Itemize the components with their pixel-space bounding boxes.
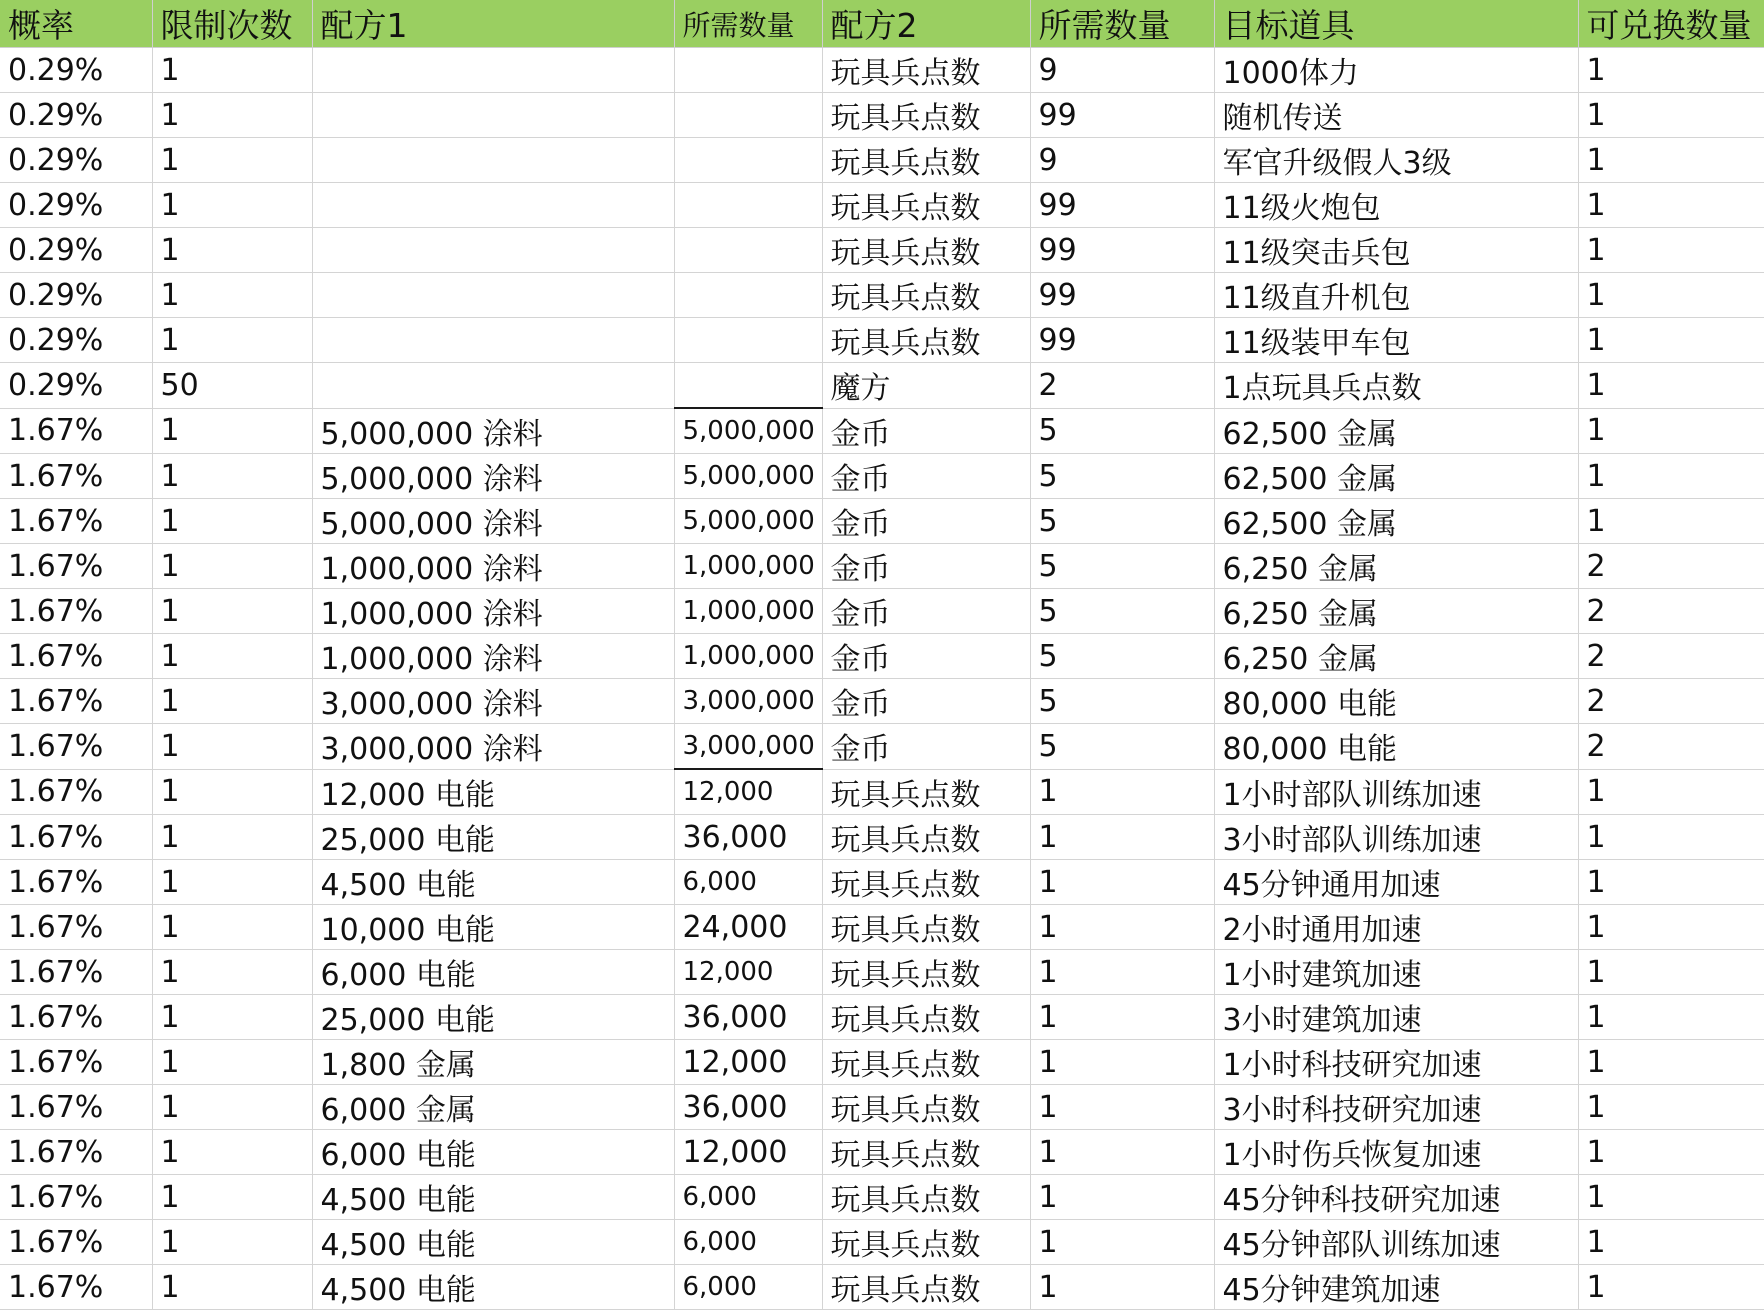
cell-target-item[interactable]: 1小时伤兵恢复加速 <box>1214 1130 1578 1175</box>
header-probability[interactable]: 概率 <box>0 0 152 48</box>
header-row <box>0 0 1764 48</box>
cell-limit-count[interactable]: 1 <box>152 48 312 93</box>
cell-recipe-1[interactable] <box>312 138 674 183</box>
cell-target-item[interactable]: 62,500 金属 <box>1214 408 1578 454</box>
cell-recipe-2[interactable]: 玩具兵点数 <box>822 228 1030 273</box>
cell-target-item[interactable]: 1小时部队训练加速 <box>1214 769 1578 815</box>
cell-recipe-2[interactable]: 金币 <box>822 408 1030 454</box>
cell-recipe-1[interactable]: 25,000 电能 <box>312 995 674 1040</box>
cell-recipe-1[interactable]: 4,500 电能 <box>312 1265 674 1310</box>
cell-exchange-qty[interactable]: 1 <box>1578 769 1764 815</box>
table-row <box>0 1085 1764 1130</box>
cell-required-qty-2[interactable]: 1 <box>1030 1265 1214 1310</box>
cell-target-item[interactable]: 11级火炮包 <box>1214 183 1578 228</box>
cell-required-qty-2[interactable]: 5 <box>1030 544 1214 589</box>
cell-limit-count[interactable]: 1 <box>152 724 312 770</box>
cell-exchange-qty[interactable]: 1 <box>1578 905 1764 950</box>
cell-limit-count[interactable]: 1 <box>152 1220 312 1265</box>
cell-required-qty-2[interactable]: 5 <box>1030 724 1214 770</box>
table-row <box>0 228 1764 273</box>
cell-exchange-qty[interactable]: 1 <box>1578 408 1764 454</box>
cell-recipe-1[interactable] <box>312 363 674 409</box>
cell-exchange-qty[interactable]: 1 <box>1578 995 1764 1040</box>
header-limit-count[interactable]: 限制次数 <box>152 0 312 48</box>
cell-exchange-qty[interactable]: 1 <box>1578 273 1764 318</box>
table-row <box>0 815 1764 860</box>
cell-recipe-1[interactable]: 3,000,000 涂料 <box>312 724 674 770</box>
cell-required-qty-1[interactable]: 12,000 <box>674 769 822 815</box>
cell-exchange-qty[interactable]: 1 <box>1578 1265 1764 1310</box>
cell-required-qty-2[interactable]: 99 <box>1030 93 1214 138</box>
cell-required-qty-2[interactable]: 5 <box>1030 454 1214 499</box>
cell-recipe-2[interactable]: 玩具兵点数 <box>822 995 1030 1040</box>
cell-probability[interactable]: 0.29% <box>0 228 152 273</box>
cell-required-qty-1[interactable] <box>674 138 822 183</box>
cell-recipe-2[interactable]: 玩具兵点数 <box>822 1220 1030 1265</box>
cell-exchange-qty[interactable]: 1 <box>1578 183 1764 228</box>
cell-recipe-1[interactable]: 4,500 电能 <box>312 1175 674 1220</box>
cell-probability[interactable]: 0.29% <box>0 273 152 318</box>
cell-recipe-1[interactable] <box>312 318 674 363</box>
cell-exchange-qty[interactable]: 2 <box>1578 544 1764 589</box>
cell-target-item[interactable]: 军官升级假人3级 <box>1214 138 1578 183</box>
cell-target-item[interactable]: 1点玩具兵点数 <box>1214 363 1578 409</box>
cell-recipe-1[interactable]: 4,500 电能 <box>312 860 674 905</box>
cell-recipe-2[interactable]: 玩具兵点数 <box>822 183 1030 228</box>
cell-required-qty-1[interactable] <box>674 318 822 363</box>
cell-required-qty-2[interactable]: 5 <box>1030 408 1214 454</box>
table-row <box>0 860 1764 905</box>
cell-recipe-1[interactable]: 25,000 电能 <box>312 815 674 860</box>
cell-exchange-qty[interactable]: 1 <box>1578 860 1764 905</box>
cell-required-qty-2[interactable]: 2 <box>1030 363 1214 409</box>
header-required-qty-2[interactable]: 所需数量 <box>1030 0 1214 48</box>
cell-exchange-qty[interactable]: 1 <box>1578 1040 1764 1085</box>
cell-limit-count[interactable]: 1 <box>152 408 312 454</box>
cell-required-qty-1[interactable]: 6,000 <box>674 1175 822 1220</box>
header-recipe-2[interactable]: 配方2 <box>822 0 1030 48</box>
cell-recipe-2[interactable]: 玩具兵点数 <box>822 1040 1030 1085</box>
cell-target-item[interactable]: 80,000 电能 <box>1214 679 1578 724</box>
cell-probability[interactable]: 1.67% <box>0 454 152 499</box>
cell-required-qty-2[interactable]: 99 <box>1030 183 1214 228</box>
cell-limit-count[interactable]: 1 <box>152 1085 312 1130</box>
header-target-item[interactable]: 目标道具 <box>1214 0 1578 48</box>
cell-required-qty-1[interactable] <box>674 363 822 409</box>
cell-required-qty-1[interactable]: 6,000 <box>674 1265 822 1310</box>
header-required-qty-1[interactable]: 所需数量 <box>674 0 822 48</box>
cell-recipe-2[interactable]: 玩具兵点数 <box>822 273 1030 318</box>
cell-required-qty-2[interactable]: 99 <box>1030 228 1214 273</box>
cell-target-item[interactable]: 3小时科技研究加速 <box>1214 1085 1578 1130</box>
cell-required-qty-2[interactable]: 1 <box>1030 995 1214 1040</box>
cell-recipe-1[interactable]: 6,000 金属 <box>312 1085 674 1130</box>
cell-exchange-qty[interactable]: 1 <box>1578 1175 1764 1220</box>
cell-recipe-2[interactable]: 玩具兵点数 <box>822 950 1030 995</box>
cell-recipe-1[interactable]: 10,000 电能 <box>312 905 674 950</box>
table-row <box>0 454 1764 499</box>
table-row <box>0 589 1764 634</box>
cell-probability[interactable]: 1.67% <box>0 499 152 544</box>
cell-recipe-2[interactable]: 金币 <box>822 724 1030 770</box>
cell-required-qty-2[interactable]: 5 <box>1030 499 1214 544</box>
cell-recipe-2[interactable]: 金币 <box>822 454 1030 499</box>
cell-recipe-2[interactable]: 玩具兵点数 <box>822 815 1030 860</box>
cell-required-qty-2[interactable]: 99 <box>1030 318 1214 363</box>
cell-exchange-qty[interactable]: 1 <box>1578 454 1764 499</box>
cell-required-qty-2[interactable]: 5 <box>1030 589 1214 634</box>
header-recipe-1[interactable]: 配方1 <box>312 0 674 48</box>
cell-recipe-1[interactable] <box>312 48 674 93</box>
cell-exchange-qty[interactable]: 2 <box>1578 589 1764 634</box>
cell-recipe-2[interactable]: 玩具兵点数 <box>822 318 1030 363</box>
cell-required-qty-2[interactable]: 1 <box>1030 905 1214 950</box>
cell-limit-count[interactable]: 1 <box>152 589 312 634</box>
cell-required-qty-1[interactable]: 24,000 <box>674 905 822 950</box>
table-row <box>0 905 1764 950</box>
cell-recipe-2[interactable]: 金币 <box>822 679 1030 724</box>
cell-target-item[interactable]: 3小时建筑加速 <box>1214 995 1578 1040</box>
table-row <box>0 93 1764 138</box>
cell-limit-count[interactable]: 1 <box>152 950 312 995</box>
table-row <box>0 544 1764 589</box>
cell-target-item[interactable]: 11级直升机包 <box>1214 273 1578 318</box>
cell-target-item[interactable]: 1小时建筑加速 <box>1214 950 1578 995</box>
cell-recipe-1[interactable] <box>312 93 674 138</box>
cell-probability[interactable]: 1.67% <box>0 1265 152 1310</box>
cell-recipe-2[interactable]: 玩具兵点数 <box>822 769 1030 815</box>
cell-required-qty-1[interactable]: 12,000 <box>674 950 822 995</box>
cell-probability[interactable]: 1.67% <box>0 1175 152 1220</box>
cell-exchange-qty[interactable]: 1 <box>1578 950 1764 995</box>
cell-recipe-2[interactable]: 玩具兵点数 <box>822 93 1030 138</box>
cell-target-item[interactable]: 11级装甲车包 <box>1214 318 1578 363</box>
cell-required-qty-1[interactable]: 1,000,000 <box>674 544 822 589</box>
cell-recipe-2[interactable]: 玩具兵点数 <box>822 1130 1030 1175</box>
cell-exchange-qty[interactable]: 1 <box>1578 363 1764 409</box>
cell-probability[interactable]: 1.67% <box>0 544 152 589</box>
cell-required-qty-2[interactable]: 9 <box>1030 138 1214 183</box>
cell-probability[interactable]: 1.67% <box>0 769 152 815</box>
cell-target-item[interactable]: 1000体力 <box>1214 48 1578 93</box>
cell-recipe-2[interactable]: 玩具兵点数 <box>822 1175 1030 1220</box>
cell-limit-count[interactable]: 1 <box>152 93 312 138</box>
cell-limit-count[interactable]: 1 <box>152 138 312 183</box>
cell-required-qty-2[interactable]: 1 <box>1030 1220 1214 1265</box>
cell-exchange-qty[interactable]: 1 <box>1578 48 1764 93</box>
cell-exchange-qty[interactable]: 1 <box>1578 815 1764 860</box>
cell-limit-count[interactable]: 1 <box>152 1040 312 1085</box>
table-row <box>0 995 1764 1040</box>
table-row <box>0 363 1764 409</box>
cell-required-qty-1[interactable] <box>674 93 822 138</box>
cell-limit-count[interactable]: 1 <box>152 679 312 724</box>
cell-probability[interactable]: 1.67% <box>0 815 152 860</box>
cell-probability[interactable]: 1.67% <box>0 905 152 950</box>
table-row <box>0 769 1764 815</box>
cell-required-qty-2[interactable]: 5 <box>1030 634 1214 679</box>
cell-required-qty-2[interactable]: 1 <box>1030 1040 1214 1085</box>
cell-required-qty-1[interactable]: 12,000 <box>674 1130 822 1175</box>
table-row <box>0 1220 1764 1265</box>
cell-probability[interactable]: 0.29% <box>0 183 152 228</box>
cell-limit-count[interactable]: 1 <box>152 544 312 589</box>
cell-probability[interactable]: 0.29% <box>0 318 152 363</box>
cell-target-item[interactable]: 1小时科技研究加速 <box>1214 1040 1578 1085</box>
cell-required-qty-1[interactable] <box>674 273 822 318</box>
cell-target-item[interactable]: 45分钟建筑加速 <box>1214 1265 1578 1310</box>
cell-required-qty-1[interactable] <box>674 48 822 93</box>
cell-recipe-1[interactable]: 1,000,000 涂料 <box>312 589 674 634</box>
cell-probability[interactable]: 0.29% <box>0 48 152 93</box>
cell-recipe-1[interactable] <box>312 273 674 318</box>
cell-limit-count[interactable]: 1 <box>152 1175 312 1220</box>
cell-probability[interactable]: 1.67% <box>0 408 152 454</box>
cell-exchange-qty[interactable]: 1 <box>1578 93 1764 138</box>
cell-recipe-2[interactable]: 金币 <box>822 634 1030 679</box>
table-row <box>0 273 1764 318</box>
cell-probability[interactable]: 1.67% <box>0 634 152 679</box>
cell-limit-count[interactable]: 1 <box>152 1130 312 1175</box>
cell-limit-count[interactable]: 1 <box>152 273 312 318</box>
table-row <box>0 48 1764 93</box>
cell-exchange-qty[interactable]: 1 <box>1578 1220 1764 1265</box>
cell-recipe-1[interactable]: 5,000,000 涂料 <box>312 454 674 499</box>
cell-probability[interactable]: 1.67% <box>0 679 152 724</box>
cell-required-qty-2[interactable]: 99 <box>1030 273 1214 318</box>
cell-recipe-1[interactable] <box>312 183 674 228</box>
cell-recipe-2[interactable]: 金币 <box>822 544 1030 589</box>
cell-recipe-1[interactable] <box>312 228 674 273</box>
cell-probability[interactable]: 1.67% <box>0 1040 152 1085</box>
cell-target-item[interactable]: 62,500 金属 <box>1214 499 1578 544</box>
cell-recipe-2[interactable]: 玩具兵点数 <box>822 1265 1030 1310</box>
cell-probability[interactable]: 0.29% <box>0 138 152 183</box>
cell-probability[interactable]: 1.67% <box>0 1085 152 1130</box>
cell-required-qty-2[interactable]: 1 <box>1030 1085 1214 1130</box>
cell-probability[interactable]: 1.67% <box>0 860 152 905</box>
table-row <box>0 318 1764 363</box>
table-row <box>0 499 1764 544</box>
cell-recipe-1[interactable]: 12,000 电能 <box>312 769 674 815</box>
cell-recipe-1[interactable]: 5,000,000 涂料 <box>312 499 674 544</box>
cell-limit-count[interactable]: 1 <box>152 634 312 679</box>
cell-exchange-qty[interactable]: 1 <box>1578 318 1764 363</box>
cell-target-item[interactable]: 随机传送 <box>1214 93 1578 138</box>
cell-required-qty-1[interactable]: 1,000,000 <box>674 634 822 679</box>
cell-target-item[interactable]: 45分钟科技研究加速 <box>1214 1175 1578 1220</box>
table-row <box>0 183 1764 228</box>
table-row <box>0 679 1764 724</box>
table-row <box>0 950 1764 995</box>
table-row <box>0 138 1764 183</box>
table-row <box>0 408 1764 454</box>
cell-target-item[interactable]: 6,250 金属 <box>1214 544 1578 589</box>
cell-exchange-qty[interactable]: 1 <box>1578 138 1764 183</box>
cell-exchange-qty[interactable]: 1 <box>1578 499 1764 544</box>
cell-required-qty-1[interactable]: 36,000 <box>674 995 822 1040</box>
header-exchange-qty[interactable]: 可兑换数量 <box>1578 0 1764 48</box>
cell-recipe-1[interactable]: 5,000,000 涂料 <box>312 408 674 454</box>
cell-limit-count[interactable]: 1 <box>152 815 312 860</box>
cell-required-qty-1[interactable]: 36,000 <box>674 1085 822 1130</box>
cell-exchange-qty[interactable]: 2 <box>1578 679 1764 724</box>
cell-required-qty-1[interactable]: 5,000,000 <box>674 499 822 544</box>
cell-recipe-1[interactable]: 1,000,000 涂料 <box>312 544 674 589</box>
cell-probability[interactable]: 1.67% <box>0 589 152 634</box>
cell-required-qty-1[interactable]: 1,000,000 <box>674 589 822 634</box>
cell-recipe-2[interactable]: 魔方 <box>822 363 1030 409</box>
cell-required-qty-2[interactable]: 1 <box>1030 1175 1214 1220</box>
cell-probability[interactable]: 1.67% <box>0 1130 152 1175</box>
cell-recipe-1[interactable]: 1,000,000 涂料 <box>312 634 674 679</box>
cell-exchange-qty[interactable]: 2 <box>1578 634 1764 679</box>
cell-probability[interactable]: 1.67% <box>0 995 152 1040</box>
cell-limit-count[interactable]: 1 <box>152 228 312 273</box>
cell-limit-count[interactable]: 1 <box>152 860 312 905</box>
cell-required-qty-2[interactable]: 1 <box>1030 815 1214 860</box>
cell-recipe-2[interactable]: 玩具兵点数 <box>822 860 1030 905</box>
cell-target-item[interactable]: 11级突击兵包 <box>1214 228 1578 273</box>
cell-probability[interactable]: 1.67% <box>0 724 152 770</box>
cell-limit-count[interactable]: 1 <box>152 454 312 499</box>
cell-target-item[interactable]: 62,500 金属 <box>1214 454 1578 499</box>
table-row <box>0 1175 1764 1220</box>
cell-limit-count[interactable]: 50 <box>152 363 312 409</box>
cell-recipe-2[interactable]: 玩具兵点数 <box>822 138 1030 183</box>
cell-target-item[interactable]: 6,250 金属 <box>1214 589 1578 634</box>
cell-recipe-2[interactable]: 玩具兵点数 <box>822 905 1030 950</box>
cell-recipe-2[interactable]: 玩具兵点数 <box>822 1085 1030 1130</box>
table-row <box>0 1130 1764 1175</box>
table-row <box>0 634 1764 679</box>
cell-target-item[interactable]: 80,000 电能 <box>1214 724 1578 770</box>
cell-probability[interactable]: 0.29% <box>0 93 152 138</box>
cell-limit-count[interactable]: 1 <box>152 905 312 950</box>
cell-required-qty-2[interactable]: 1 <box>1030 769 1214 815</box>
cell-recipe-2[interactable]: 玩具兵点数 <box>822 48 1030 93</box>
cell-required-qty-1[interactable]: 5,000,000 <box>674 454 822 499</box>
cell-target-item[interactable]: 3小时部队训练加速 <box>1214 815 1578 860</box>
cell-limit-count[interactable]: 1 <box>152 769 312 815</box>
cell-exchange-qty[interactable]: 1 <box>1578 1085 1764 1130</box>
cell-exchange-qty[interactable]: 1 <box>1578 1130 1764 1175</box>
cell-target-item[interactable]: 45分钟通用加速 <box>1214 860 1578 905</box>
cell-limit-count[interactable]: 1 <box>152 995 312 1040</box>
cell-required-qty-1[interactable]: 3,000,000 <box>674 679 822 724</box>
cell-required-qty-1[interactable] <box>674 228 822 273</box>
cell-recipe-1[interactable]: 4,500 电能 <box>312 1220 674 1265</box>
cell-limit-count[interactable]: 1 <box>152 1265 312 1310</box>
cell-limit-count[interactable]: 1 <box>152 183 312 228</box>
cell-required-qty-1[interactable]: 5,000,000 <box>674 408 822 454</box>
cell-recipe-2[interactable]: 金币 <box>822 499 1030 544</box>
cell-recipe-1[interactable]: 3,000,000 涂料 <box>312 679 674 724</box>
cell-required-qty-2[interactable]: 9 <box>1030 48 1214 93</box>
cell-required-qty-2[interactable]: 1 <box>1030 1130 1214 1175</box>
cell-required-qty-2[interactable]: 1 <box>1030 860 1214 905</box>
cell-limit-count[interactable]: 1 <box>152 318 312 363</box>
cell-required-qty-2[interactable]: 1 <box>1030 950 1214 995</box>
cell-recipe-1[interactable]: 1,800 金属 <box>312 1040 674 1085</box>
cell-required-qty-1[interactable]: 3,000,000 <box>674 724 822 770</box>
cell-recipe-1[interactable]: 6,000 电能 <box>312 1130 674 1175</box>
cell-probability[interactable]: 1.67% <box>0 1220 152 1265</box>
cell-probability[interactable]: 1.67% <box>0 950 152 995</box>
cell-target-item[interactable]: 2小时通用加速 <box>1214 905 1578 950</box>
cell-target-item[interactable]: 6,250 金属 <box>1214 634 1578 679</box>
cell-target-item[interactable]: 45分钟部队训练加速 <box>1214 1220 1578 1265</box>
table-row <box>0 724 1764 770</box>
cell-required-qty-1[interactable] <box>674 183 822 228</box>
cell-required-qty-1[interactable]: 6,000 <box>674 860 822 905</box>
table-row <box>0 1040 1764 1085</box>
cell-limit-count[interactable]: 1 <box>152 499 312 544</box>
cell-required-qty-1[interactable]: 6,000 <box>674 1220 822 1265</box>
cell-probability[interactable]: 0.29% <box>0 363 152 409</box>
table-row <box>0 1265 1764 1310</box>
cell-required-qty-2[interactable]: 5 <box>1030 679 1214 724</box>
cell-exchange-qty[interactable]: 1 <box>1578 228 1764 273</box>
cell-recipe-1[interactable]: 6,000 电能 <box>312 950 674 995</box>
cell-exchange-qty[interactable]: 2 <box>1578 724 1764 770</box>
cell-required-qty-1[interactable]: 12,000 <box>674 1040 822 1085</box>
cell-required-qty-1[interactable]: 36,000 <box>674 815 822 860</box>
cell-recipe-2[interactable]: 金币 <box>822 589 1030 634</box>
